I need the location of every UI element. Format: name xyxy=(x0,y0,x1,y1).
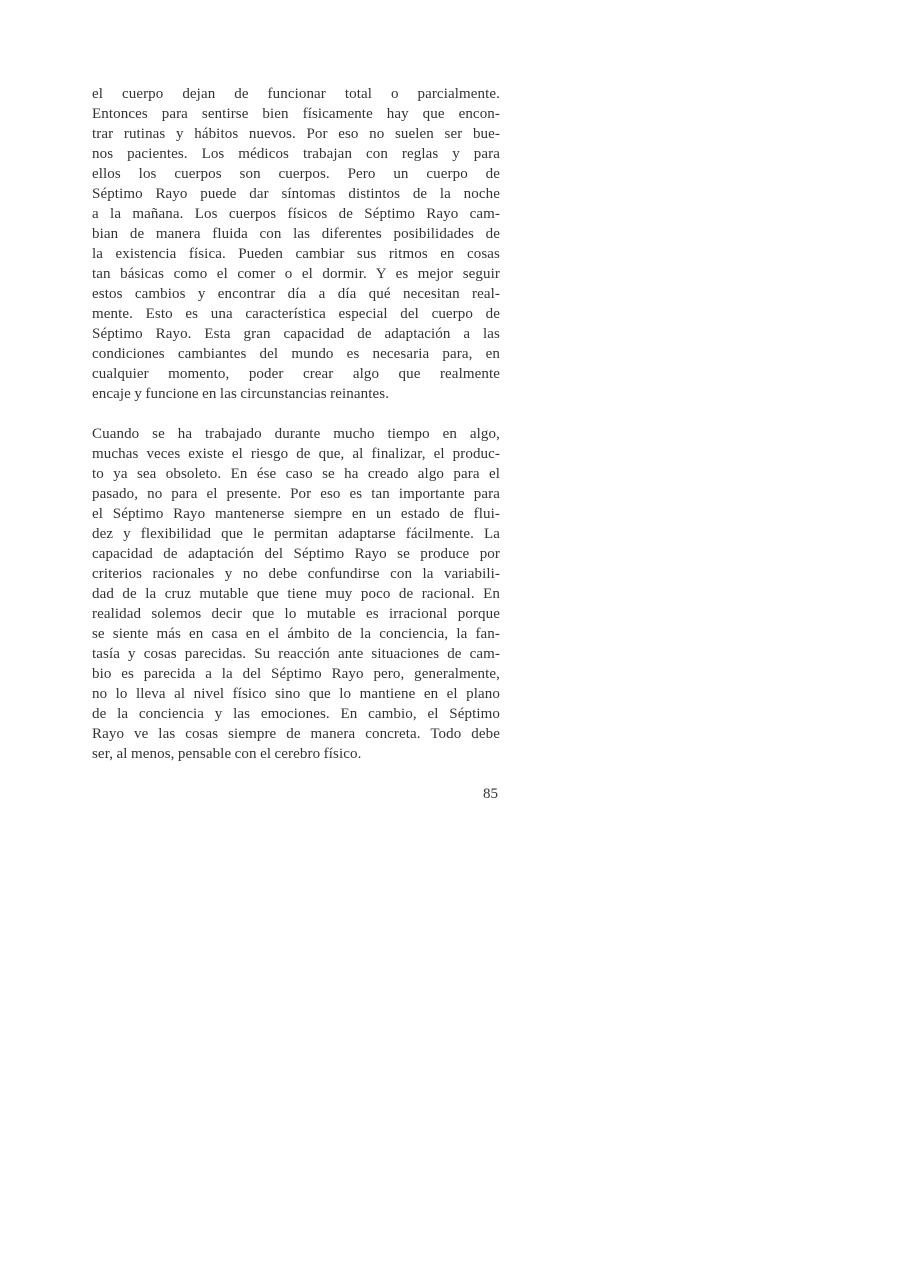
text-line: nos pacientes. Los médicos trabajan con reglas y para xyxy=(92,146,500,162)
text-line: el Séptimo Rayo mantenerse siempre en un estado de flui- xyxy=(92,506,500,522)
text-line: condiciones cambiantes del mundo es necesaria para, en xyxy=(92,346,500,362)
text-line: ser, al menos, pensable con el cerebro físico. xyxy=(92,746,362,762)
text-line: no lo lleva al nivel físico sino que lo mantiene en el plano xyxy=(92,686,500,702)
page-number: 85 xyxy=(483,786,498,802)
text-line: a la mañana. Los cuerpos físicos de Séptimo Rayo cam- xyxy=(92,206,500,222)
text-line: pasado, no para el presente. Por eso es tan importante para xyxy=(92,486,500,502)
text-line: mente. Esto es una característica especial del cuerpo de xyxy=(92,306,500,322)
text-line: tasía y cosas parecidas. Su reacción ante situaciones de cam- xyxy=(92,646,500,662)
text-line: realidad solemos decir que lo mutable es irracional porque xyxy=(92,606,500,622)
text-line: Séptimo Rayo. Esta gran capacidad de adaptación a las xyxy=(92,326,500,342)
text-line: tan básicas como el comer o el dormir. Y es mejor seguir xyxy=(92,266,500,282)
text-line: se siente más en casa en el ámbito de la conciencia, la fan- xyxy=(92,626,500,642)
paragraph-1 xyxy=(92,84,500,404)
text-line: de la conciencia y las emociones. En cambio, el Séptimo xyxy=(92,706,500,722)
text-line: Entonces para sentirse bien físicamente hay que encon- xyxy=(92,106,500,122)
text-line: el cuerpo dejan de funcionar total o parcialmente. xyxy=(92,86,500,102)
text-line: bian de manera fluida con las diferentes posibilidades de xyxy=(92,226,500,242)
text-line: ellos los cuerpos son cuerpos. Pero un cuerpo de xyxy=(92,166,500,182)
paragraph-2 xyxy=(92,424,500,764)
text-line: capacidad de adaptación del Séptimo Rayo se produce por xyxy=(92,546,500,562)
text-line: la existencia física. Pueden cambiar sus ritmos en cosas xyxy=(92,246,500,262)
text-line: encaje y funcione en las circunstancias reinantes. xyxy=(92,386,390,402)
text-line: muchas veces existe el riesgo de que, al finalizar, el produc- xyxy=(92,446,500,462)
text-line: to ya sea obsoleto. En ése caso se ha creado algo para el xyxy=(92,466,500,482)
text-block xyxy=(92,84,500,804)
text-line: criterios racionales y no debe confundirse con la variabili- xyxy=(92,566,500,582)
text-line: estos cambios y encontrar día a día qué necesitan real- xyxy=(92,286,500,302)
text-line: dad de la cruz mutable que tiene muy poco de racional. En xyxy=(92,586,500,602)
text-line: dez y flexibilidad que le permitan adaptarse fácilmente. La xyxy=(92,526,500,542)
text-line: Cuando se ha trabajado durante mucho tiempo en algo, xyxy=(92,426,500,442)
text-line: trar rutinas y hábitos nuevos. Por eso no suelen ser bue- xyxy=(92,126,500,142)
text-line: bio es parecida a la del Séptimo Rayo pero, generalmente, xyxy=(92,666,500,682)
text-line: Rayo ve las cosas siempre de manera concreta. Todo debe xyxy=(92,726,500,742)
text-line: Séptimo Rayo puede dar síntomas distintos de la noche xyxy=(92,186,500,202)
text-line: cualquier momento, poder crear algo que realmente xyxy=(92,366,500,382)
